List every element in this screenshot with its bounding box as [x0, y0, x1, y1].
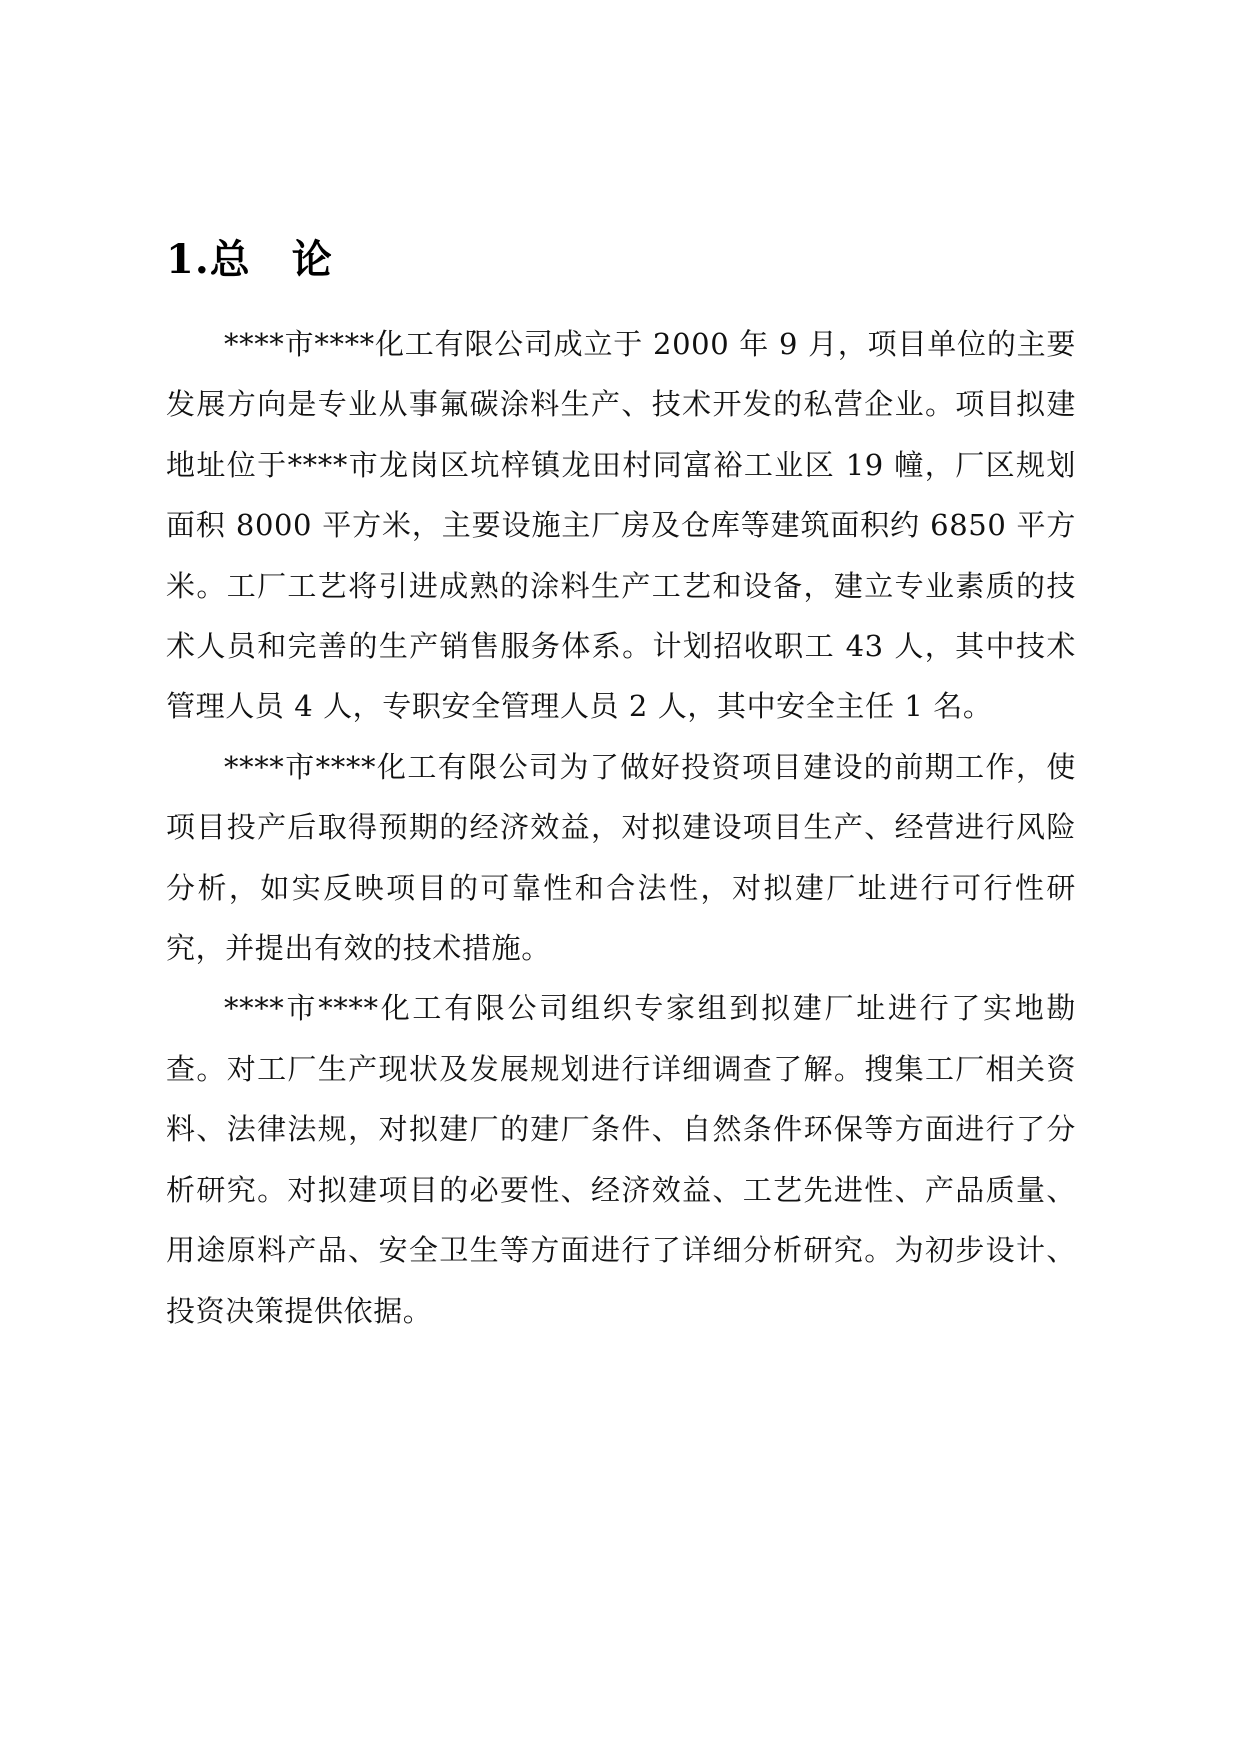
section-title: 总 论 — [209, 236, 333, 283]
paragraph-feasibility-purpose: ****市****化工有限公司为了做好投资项目建设的前期工作，使项目投产后取得预期的经济效益，对拟建设项目生产、经营进行风险分析，如实反映项目的可靠性和合法性，对拟建厂址进行可行性研究，并提出有效的技术措施。 — [166, 749, 1076, 966]
body-text — [166, 314, 1076, 1341]
paragraph-expert-survey: ****市****化工有限公司组织专家组到拟建厂址进行了实地勘查。对工厂生产现状及发展规划进行详细调查了解。搜集工厂相关资料、法律法规，对拟建厂的建厂条件、自然条件环保等方面进行了分析研究。对拟建项目的必要性、经济效益、工艺先进性、产品质量、用途原料产品、安全卫生等方面进行了详细分析研究。为初步设计、投资决策提供依据。 — [166, 991, 1076, 1328]
section-heading — [166, 234, 333, 286]
section-number: 1. — [166, 236, 210, 283]
paragraph-company-overview: ****市****化工有限公司成立于 2000 年 9 月，项目单位的主要发展方向是专业从事氟碳涂料生产、技术开发的私营企业。项目拟建地址位于****市龙岗区坑梓镇龙田村同富裕工业区 19 幢，厂区规划面积 8000 平方米，主要设施主厂房及仓库等建筑面积约 6850 平方米。工厂工艺将引进成熟的涂料生产工艺和设备，建立专业素质的技术人员和完善的生产销售服务体系。计划招收职工 43 人，其中技术管理人员 4 人，专职安全管理人员 2 人，其中安全主任 1 名。 — [166, 327, 1076, 724]
